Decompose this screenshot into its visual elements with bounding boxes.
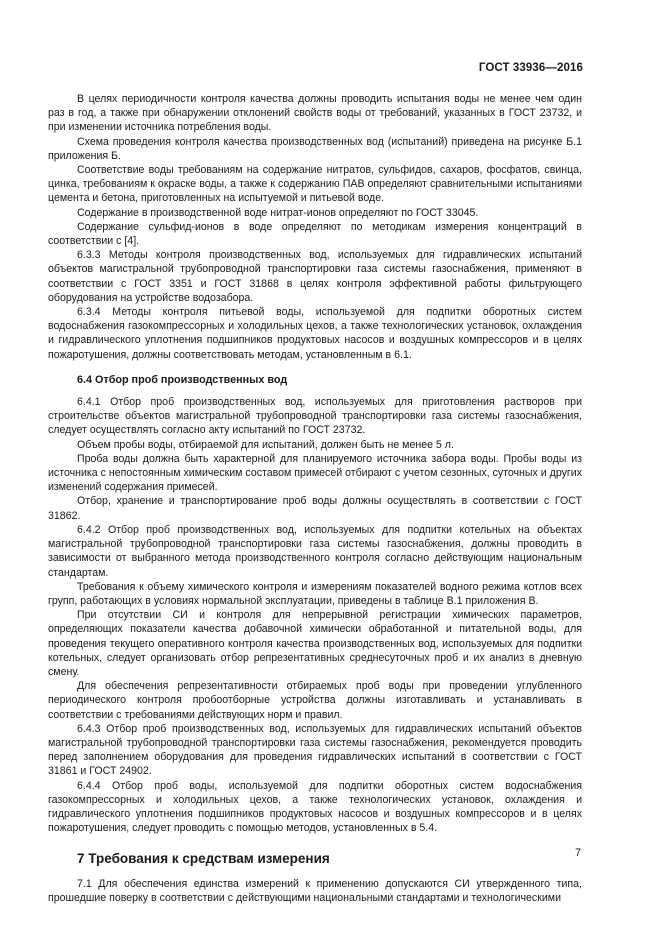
paragraph-sample-volume: Объем пробы воды, отбираемой для испытаний, должен быть не менее 5 л. bbox=[77, 438, 454, 451]
paragraph-nitrate-ions: Содержание в производственной воде нитрат-ионов определяют по ГОСТ 33045. bbox=[77, 206, 479, 219]
paragraph-absence-of-si: При отсутствии СИ и контроля для непрерывной регистрации химических параметров, определяющих показатели качества добавочной химически обработанной и питательной воды, для проведения текущего оперативного контроля качества производственных вод, используемых для подпитки котельных, следует организовать отбор репрезентативных среднесуточных проб и их анализ в дневную смену. bbox=[48, 609, 582, 678]
paragraph-sample-characteristic: Проба воды должна быть характерной для планируемого источника забора воды. Пробы воды из источника с непостоянным химическим составом примесей отбирают с учетом сезонных, суточных и других изменений содержания примесей. bbox=[48, 452, 582, 494]
section-heading-7: 7 Требования к средствам измерения bbox=[77, 851, 330, 867]
paragraph-7-1: 7.1 Для обеспечения единства измерений к применению допускаются СИ утвержденного типа, прошедшие поверку в соответствии с действующими национальными стандартами и технологическими bbox=[48, 877, 582, 904]
document-code-header: ГОСТ 33936—2016 bbox=[478, 62, 583, 74]
page-number: 7 bbox=[575, 847, 581, 859]
subheading-6-4: 6.4 Отбор проб производственных вод bbox=[77, 373, 288, 386]
paragraph-6-4-4: 6.4.4 Отбор проб воды, используемой для подпитки оборотных систем водоснабжения газокомпрессорных и холодильных цехов, а также технологических установок, охлаждения и гидравлического уплотнения подшипников продуктовых насосов и воздушных компрессоров и в целях пожаротушения, следует проводить с помощью методов, установленных в 5.4. bbox=[48, 779, 582, 835]
paragraph-compliance-nitrates: Соответствие воды требованиям на содержание нитратов, сульфидов, сахаров, фосфатов, свинца, цинка, требованиям к окраске воды, а также к содержанию ПАВ определяют сравнительными испытаниями цемента и бетона, приготовленных на испытуемой и питьевой воде. bbox=[48, 164, 582, 205]
paragraph-6-3-4: 6.3.4 Методы контроля питьевой воды, используемой для подпитки оборотных систем водоснабжения газокомпрессорных и холодильных цехов, а также технологических установок, охлаждения и гидравлического уплотнения подшипников продуктовых насосов и воздушных компрессоров и в целях пожаротушения, должны соответствовать методам, установленным в 6.1. bbox=[48, 306, 582, 361]
paragraph-control-scheme: Схема проведения контроля качества производственных вод (испытаний) приведена на рисунке Б.1 приложения Б. bbox=[48, 135, 582, 162]
paragraph-6-4-3: 6.4.3 Отбор проб производственных вод, используемых для гидравлических испытаний объектов магистральной трубопроводной транспортировки газа системы газоснабжения, рекомендуется проводить перед заполнением оборудования для проведения гидравлических испытаний в соответствии с ГОСТ 31861 и ГОСТ 24902. bbox=[48, 722, 582, 778]
paragraph-representativeness: Для обеспечения репрезентативности отбираемых проб воды при проведении углубленного периодического контроля пробоотборные устройства должны изготавливать и устанавливать в соответствии с требованиями действующих норм и правил. bbox=[48, 680, 582, 721]
paragraph-6-4-1: 6.4.1 Отбор проб производственных вод, используемых для приготовления растворов при строительстве объектов магистральной трубопроводной транспортировки газа системы газоснабжения, следует осуществлять согласно акту испытаний по ГОСТ 23732. bbox=[48, 396, 582, 437]
paragraph-6-4-2: 6.4.2 Отбор проб производственных вод, используемых для подпитки котельных на объектах магистральной трубопроводной транспортировки газа системы газоснабжения, должны проводить в зависимости от выбранного метода производственного контроля согласно действующим национальным стандартам. bbox=[48, 523, 582, 579]
paragraph-6-3-3: 6.3.3 Методы контроля производственных вод, используемых для гидравлических испытаний объектов магистральной трубопроводной транспортировки газа системы газоснабжения, применяют в соответствии с ГОСТ 3351 и ГОСТ 31868 в целях контроля эффективной работы фильтрующего оборудования на устройстве водозабора. bbox=[48, 249, 582, 304]
paragraph-test-frequency: В целях периодичности контроля качества должны проводить испытания воды не менее чем один раз в год, а также при обнаружении отклонений свойств воды от требований, указанных в ГОСТ 23732, и при изменении источника потребления воды. bbox=[48, 93, 582, 134]
document-body bbox=[48, 92, 582, 905]
paragraph-sample-storage: Отбор, хранение и транспортирование проб воды должны осуществлять в соответствии с ГОСТ 31862. bbox=[48, 495, 582, 522]
paragraph-chemical-control-volume: Требования к объему химического контроля и измерениям показателей водного режима котлов всех групп, работающих в условиях нормальной эксплуатации, приведены в таблице В.1 приложения В. bbox=[48, 580, 582, 607]
paragraph-sulfide-ions: Содержание сульфид-ионов в воде определяют по методикам измерения концентраций в соответствии с [4]. bbox=[48, 220, 582, 248]
